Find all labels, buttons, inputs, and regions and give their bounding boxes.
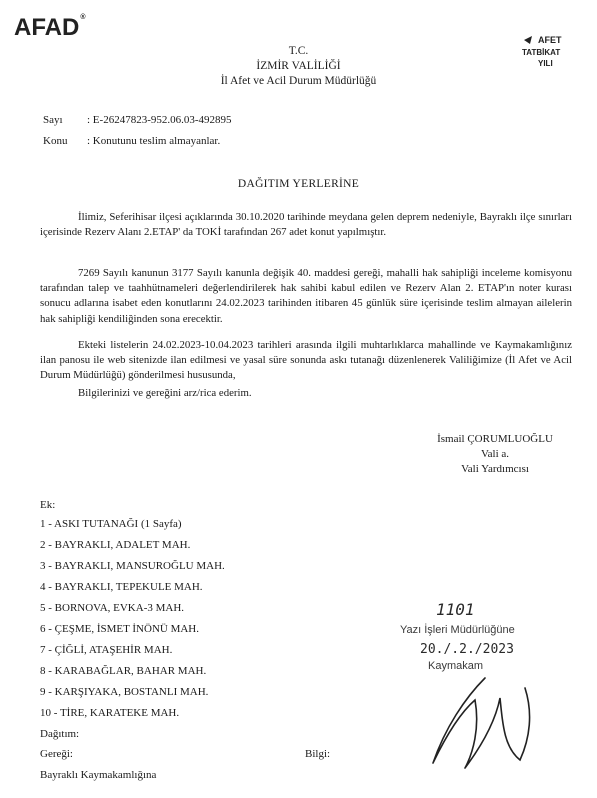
afad-logo (14, 14, 86, 42)
badge-line1: AFET (538, 35, 562, 45)
konu-label: Konu (43, 135, 68, 147)
document-title: DAĞITIM YERLERİNE (237, 178, 360, 190)
logo-text: AFAD (14, 14, 80, 41)
dagitim-label: Dağıtım: (40, 728, 80, 740)
sayi-label: Sayı (43, 114, 63, 126)
stamp-line1: Yazı İşleri Müdürlüğüne (400, 624, 515, 636)
signatory-title-1: Vali a. (480, 448, 510, 460)
ek-item: 8 - KARABAĞLAR, BAHAR MAH. (40, 665, 207, 677)
ek-item: 2 - BAYRAKLI, ADALET MAH. (40, 539, 191, 551)
paragraph-1: İlimiz, Seferihisar ilçesi açıklarında 30.10.2020 tarihinde meydana gelen deprem nedeniyle, Bayraklı ilçe sınırları içerisinde Rezerv Alanı 2.ETAP' da TOKİ tarafından 267 adet konut yapılmıştır. (40, 211, 572, 239)
sayi-value: : E-26247823-952.06.03-492895 (87, 114, 232, 126)
header-mudurluk: İl Afet ve Acil Durum Müdürlüğü (220, 75, 377, 87)
badge-line3: YILI (538, 59, 553, 68)
header-valilik: İZMİR VALİLİĞİ (256, 60, 341, 72)
badge-line2: TATBİKAT (522, 48, 561, 57)
ek-item: 6 - ÇEŞME, İSMET İNÖNÜ MAH. (40, 623, 199, 635)
ek-item: 9 - KARŞIYAKA, BOSTANLI MAH. (40, 686, 209, 698)
bilgi-label: Bilgi: (305, 748, 331, 760)
paragraph-3: Ekteki listelerin 24.02.2023-10.04.2023 tarihleri arasında ilgili muhtarlıklarca mahallinde ve Kaymakamlığınız ilan panosu ile web sitenizde ilan edilmesi ve yasal süre sonunda askı tutanağı düzenlenerek Valiliğimize (İl Afet ve Acil Durum Müdürlüğü) gönderilmesi hususunda, (40, 339, 572, 382)
paragraph-4: Bilgilerinizi ve gereğini arz/rica ederim. (78, 387, 252, 399)
ek-item: 10 - TİRE, KARATEKE MAH. (40, 707, 180, 719)
paragraph-2: 7269 Sayılı kanunun 3177 Sayılı kanunla değişik 40. maddesi gereği, mahalli hak sahipliği inceleme komisyonu tarafından talep ve taahhütnameleri değerlendirilerek hak sahibi kabul edilen ve Rezerv Alan 2. ETAP'ın noter kurası sonucu adlarına isabet eden konutlarını 24.02.2023 tarihinden itibaren 45 günlük süre içerisinde teslim almayan ailelerin hak sahipliği kendiliğinden sona erecektir. (40, 267, 572, 325)
ek-item: 1 - ASKI TUTANAĞI (1 Sayfa) (40, 518, 182, 530)
signatory-title-2: Vali Yardımcısı (461, 463, 529, 475)
handwritten-signature (425, 668, 545, 778)
ek-item: 4 - BAYRAKLI, TEPEKULE MAH. (40, 581, 203, 593)
logo-registered-mark: ® (80, 14, 86, 21)
ek-list (40, 518, 225, 728)
handwritten-number: 1101 (436, 600, 475, 619)
header-tc: T.C. (288, 45, 309, 57)
stamp-date: 20./.2./2023 (420, 642, 514, 657)
recipient: Bayraklı Kaymakamlığına (40, 769, 157, 781)
ek-item: 5 - BORNOVA, EVKA-3 MAH. (40, 602, 185, 614)
konu-value: : Konutunu teslim almayanlar. (87, 135, 221, 147)
geregi-label: Gereği: (40, 748, 73, 760)
ek-label: Ek: (40, 499, 56, 511)
ek-item: 7 - ÇİĞLİ, ATAŞEHİR MAH. (40, 644, 173, 656)
stamp-kaymakam: Kaymakam (428, 660, 484, 672)
signatory-name: İsmail ÇORUMLUOĞLU (437, 433, 553, 445)
ek-item: 3 - BAYRAKLI, MANSUROĞLU MAH. (40, 560, 225, 572)
